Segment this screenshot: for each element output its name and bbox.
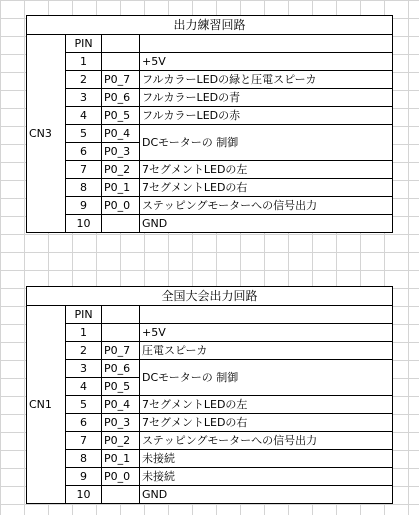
function-cell[interactable]: +5V <box>140 53 393 71</box>
port-cell[interactable]: P0_5 <box>102 378 140 396</box>
table-row <box>27 450 393 468</box>
port-cell[interactable] <box>102 215 140 233</box>
pin-number-cell[interactable]: 4 <box>66 107 102 125</box>
title-row <box>27 287 393 306</box>
pin-header-cell[interactable]: PIN <box>66 306 102 324</box>
connector-cell[interactable]: CN3 <box>27 35 66 233</box>
function-cell[interactable]: 未接続 <box>140 468 393 486</box>
pin-number-cell[interactable]: 10 <box>66 486 102 504</box>
table-row <box>27 53 393 71</box>
pin-number-cell[interactable]: 6 <box>66 143 102 161</box>
function-cell[interactable]: 圧電スピーカ <box>140 342 393 360</box>
pin-number-cell[interactable]: 1 <box>66 324 102 342</box>
function-cell[interactable]: GND <box>140 215 393 233</box>
table-row <box>27 396 393 414</box>
port-cell[interactable] <box>102 486 140 504</box>
table-row <box>27 324 393 342</box>
port-cell[interactable]: P0_6 <box>102 89 140 107</box>
pin-header-cell[interactable]: PIN <box>66 35 102 53</box>
pin-number-cell[interactable]: 4 <box>66 378 102 396</box>
pin-number-cell[interactable]: 7 <box>66 432 102 450</box>
port-cell[interactable]: P0_7 <box>102 71 140 89</box>
function-cell[interactable]: 7セグメントLEDの右 <box>140 414 393 432</box>
function-cell[interactable]: フルカラーLEDの赤 <box>140 107 393 125</box>
table-row <box>27 486 393 504</box>
table-row <box>27 360 393 378</box>
table-row <box>27 89 393 107</box>
table-title[interactable]: 全国大会出力回路 <box>27 287 393 306</box>
function-cell[interactable]: 未接続 <box>140 450 393 468</box>
function-header-cell[interactable] <box>140 35 393 53</box>
port-cell[interactable] <box>102 324 140 342</box>
table-row <box>27 197 393 215</box>
function-cell[interactable]: ステッピングモーターへの信号出力 <box>140 197 393 215</box>
port-cell[interactable]: P0_7 <box>102 342 140 360</box>
header-row <box>27 35 393 53</box>
function-cell[interactable]: +5V <box>140 324 393 342</box>
table-row <box>27 414 393 432</box>
pin-number-cell[interactable]: 5 <box>66 125 102 143</box>
pin-number-cell[interactable]: 8 <box>66 179 102 197</box>
pin-number-cell[interactable]: 8 <box>66 450 102 468</box>
pin-number-cell[interactable]: 9 <box>66 197 102 215</box>
port-cell[interactable]: P0_6 <box>102 360 140 378</box>
table-row <box>27 107 393 125</box>
table-title[interactable]: 出力練習回路 <box>27 16 393 35</box>
pin-number-cell[interactable]: 3 <box>66 89 102 107</box>
pin-number-cell[interactable]: 10 <box>66 215 102 233</box>
port-cell[interactable] <box>102 53 140 71</box>
table-row <box>27 468 393 486</box>
port-cell[interactable]: P0_2 <box>102 432 140 450</box>
pin-number-cell[interactable]: 9 <box>66 468 102 486</box>
function-cell[interactable]: 7セグメントLEDの左 <box>140 161 393 179</box>
port-cell[interactable]: P0_1 <box>102 179 140 197</box>
table-row <box>27 432 393 450</box>
function-cell[interactable]: GND <box>140 486 393 504</box>
port-header-cell[interactable] <box>102 35 140 53</box>
port-cell[interactable]: P0_3 <box>102 143 140 161</box>
function-cell[interactable]: DCモーターの 制御 <box>140 125 393 161</box>
national-output-table <box>26 286 393 504</box>
port-cell[interactable]: P0_0 <box>102 468 140 486</box>
port-cell[interactable]: P0_4 <box>102 396 140 414</box>
port-cell[interactable]: P0_3 <box>102 414 140 432</box>
pin-number-cell[interactable]: 2 <box>66 342 102 360</box>
table-row <box>27 125 393 143</box>
function-cell[interactable]: DCモーターの 制御 <box>140 360 393 396</box>
function-cell[interactable]: フルカラーLEDの青 <box>140 89 393 107</box>
pin-number-cell[interactable]: 2 <box>66 71 102 89</box>
table-row <box>27 71 393 89</box>
function-cell[interactable]: フルカラーLEDの緑と圧電スピーカ <box>140 71 393 89</box>
pin-number-cell[interactable]: 3 <box>66 360 102 378</box>
table-row <box>27 215 393 233</box>
function-header-cell[interactable] <box>140 306 393 324</box>
table-row <box>27 179 393 197</box>
table-row <box>27 342 393 360</box>
port-cell[interactable]: P0_0 <box>102 197 140 215</box>
port-cell[interactable]: P0_1 <box>102 450 140 468</box>
port-cell[interactable]: P0_5 <box>102 107 140 125</box>
connector-cell[interactable]: CN1 <box>27 306 66 504</box>
output-practice-table <box>26 15 393 233</box>
pin-number-cell[interactable]: 7 <box>66 161 102 179</box>
pin-number-cell[interactable]: 1 <box>66 53 102 71</box>
pin-number-cell[interactable]: 5 <box>66 396 102 414</box>
function-cell[interactable]: ステッピングモーターへの信号出力 <box>140 432 393 450</box>
function-cell[interactable]: 7セグメントLEDの右 <box>140 179 393 197</box>
function-cell[interactable]: 7セグメントLEDの左 <box>140 396 393 414</box>
pin-number-cell[interactable]: 6 <box>66 414 102 432</box>
port-header-cell[interactable] <box>102 306 140 324</box>
port-cell[interactable]: P0_2 <box>102 161 140 179</box>
table-row <box>27 161 393 179</box>
header-row <box>27 306 393 324</box>
title-row <box>27 16 393 35</box>
port-cell[interactable]: P0_4 <box>102 125 140 143</box>
